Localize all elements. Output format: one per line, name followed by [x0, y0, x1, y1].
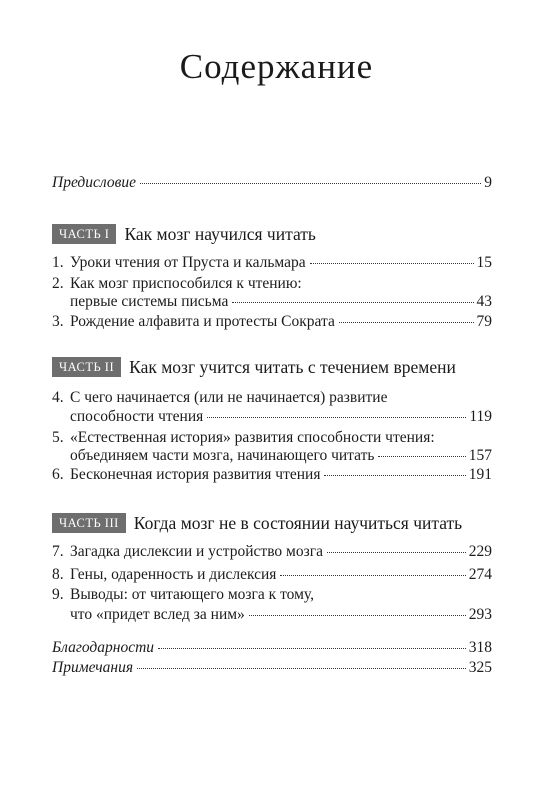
- chapter-title: С чего начинается (или не начинается) развитие: [70, 389, 388, 406]
- chapter-number: 7.: [52, 543, 64, 560]
- page-number: 229: [468, 543, 492, 560]
- part-badge: ЧАСТЬ II: [52, 357, 121, 377]
- dot-leader: [339, 322, 474, 323]
- chapter-number: 1.: [52, 254, 64, 271]
- chapter-title: Уроки чтения от Пруста и кальмара: [70, 254, 306, 271]
- chapter-number: 8.: [52, 566, 64, 583]
- chapter-number: 3.: [52, 313, 64, 330]
- dot-leader: [140, 183, 481, 184]
- page-number: 79: [476, 313, 492, 330]
- page-number: 325: [468, 659, 492, 676]
- dot-leader: [137, 668, 466, 669]
- chapter-title: Загадка дислексии и устройство мозга: [70, 543, 323, 560]
- dot-leader: [327, 552, 466, 553]
- toc-entry-chapter-9[interactable]: [52, 584, 492, 606]
- chapter-number: 2.: [52, 275, 64, 292]
- dot-leader: [378, 456, 465, 457]
- page-number: 293: [468, 606, 492, 623]
- chapter-title: Как мозг приспособился к чтению:: [70, 275, 302, 292]
- chapter-number: 4.: [52, 389, 64, 406]
- toc-entry-chapter-9-cont[interactable]: [52, 604, 492, 626]
- part-badge: ЧАСТЬ III: [52, 513, 126, 533]
- part-title: Как мозг научился читать: [124, 224, 316, 244]
- toc-entry-preface[interactable]: [52, 172, 492, 194]
- toc-entry-chapter-2-cont[interactable]: [52, 291, 492, 313]
- part-title: Когда мозг не в состоянии научиться читать: [133, 513, 463, 533]
- chapter-number: 5.: [52, 429, 64, 446]
- toc-entry-notes[interactable]: [52, 657, 492, 679]
- page-number: 191: [468, 466, 492, 483]
- dot-leader: [280, 575, 465, 576]
- page-number: 9: [484, 174, 492, 191]
- chapter-title: Рождение алфавита и протесты Сократа: [70, 313, 335, 330]
- chapter-number: 6.: [52, 466, 64, 483]
- page-number: 274: [468, 566, 492, 583]
- entry-title: Предисловие: [52, 174, 136, 191]
- page-number: 43: [476, 293, 492, 310]
- toc-entry-chapter-1[interactable]: [52, 252, 492, 274]
- part-header-1: [52, 222, 316, 246]
- toc-entry-chapter-3[interactable]: [52, 311, 492, 333]
- toc-entry-chapter-7[interactable]: [52, 541, 492, 563]
- toc-entry-acknowledgements[interactable]: [52, 637, 492, 659]
- chapter-title: Выводы: от читающего мозга к тому,: [70, 586, 314, 603]
- part-header-2: [52, 355, 456, 379]
- dot-leader: [207, 417, 466, 418]
- dot-leader: [249, 615, 466, 616]
- dot-leader: [158, 648, 466, 649]
- part-badge: ЧАСТЬ I: [52, 224, 116, 244]
- part-header-3: [52, 511, 462, 535]
- page-number: 119: [469, 408, 492, 425]
- toc-entry-chapter-8[interactable]: [52, 564, 492, 586]
- chapter-title-cont: объединяем части мозга, начинающего читать: [70, 447, 375, 464]
- page-title: Содержание: [179, 47, 374, 86]
- chapter-title: Гены, одаренность и дислексия: [70, 566, 277, 583]
- dot-leader: [324, 475, 465, 476]
- chapter-title: Бесконечная история развития чтения: [70, 466, 321, 483]
- chapter-number: 9.: [52, 586, 64, 603]
- entry-title: Благодарности: [52, 639, 155, 656]
- entry-title: Примечания: [52, 659, 134, 676]
- page-number: 15: [476, 254, 492, 271]
- toc-entry-chapter-4-cont[interactable]: [52, 406, 492, 428]
- chapter-title-cont: первые системы письма: [70, 293, 229, 310]
- toc-entry-chapter-6[interactable]: [52, 464, 492, 486]
- page-number: 318: [468, 639, 492, 656]
- chapter-title-cont: что «придет вслед за ним»: [70, 606, 245, 623]
- part-title: Как мозг учится читать с течением времени: [129, 357, 456, 377]
- chapter-title: «Естественная история» развития способности чтения:: [70, 429, 435, 446]
- dot-leader: [232, 302, 473, 303]
- dot-leader: [310, 263, 474, 264]
- chapter-title-cont: способности чтения: [70, 408, 204, 425]
- page-number: 157: [468, 447, 492, 464]
